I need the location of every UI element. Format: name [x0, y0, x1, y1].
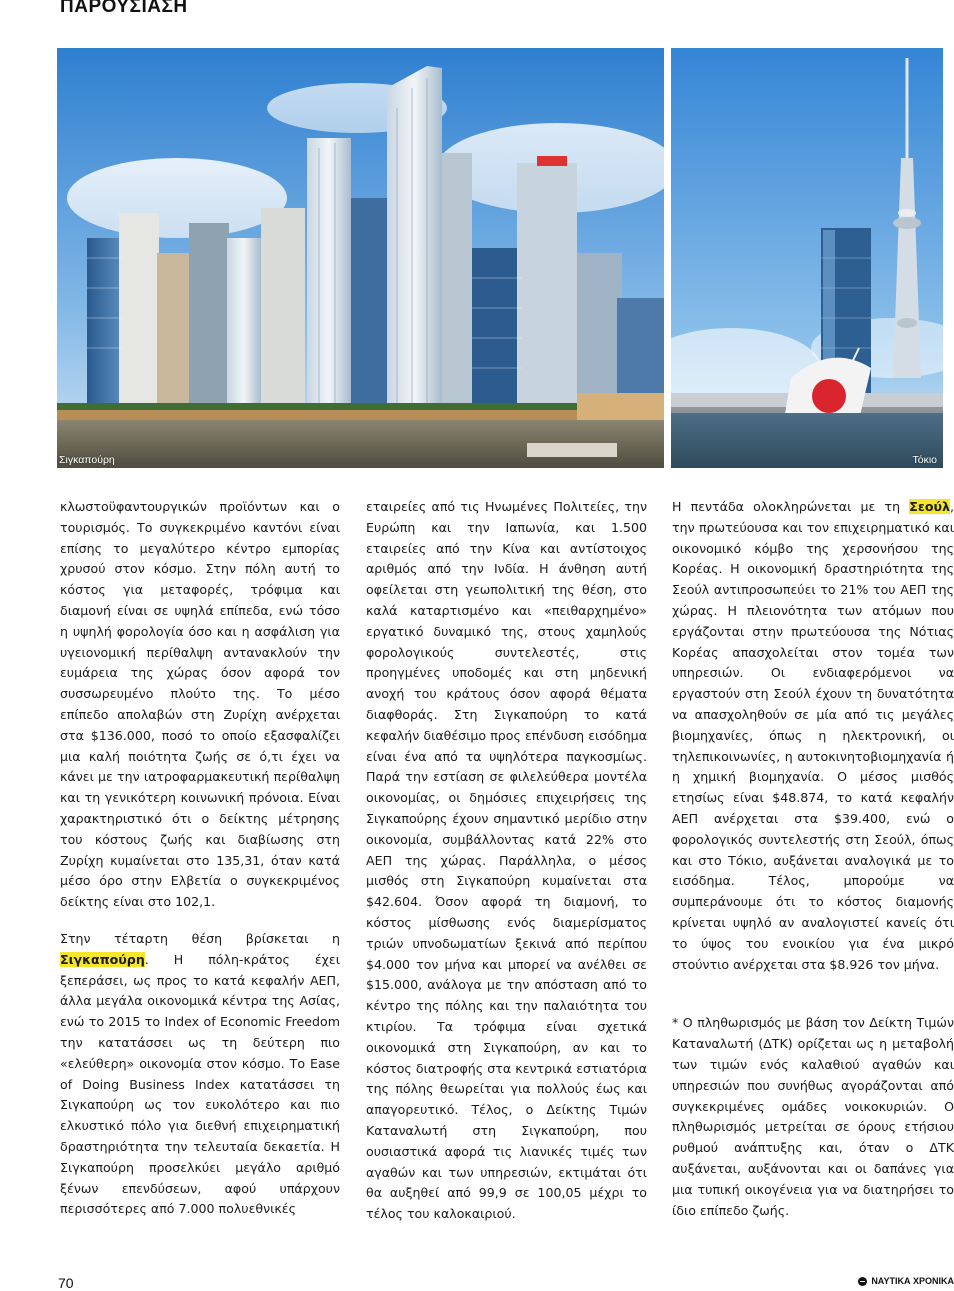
- col1-p2-lead: Στην τέταρτη θέση βρίσκεται η: [60, 930, 340, 946]
- col1-p2-rest: . Η πόλη-κράτος έχει ξεπεράσει, ως προς το κατά κεφαλήν ΑΕΠ, άλλα μεγάλα οικονομικά κέντρα της Ασίας, ενώ το 2015 το Index of Economic Freedom την κατατάσσει ως τη δεύτερη πιο «ελεύθερη» οικονομία στον κόσμο. Το Ease of Doing Business Index κατατάσσει τη Σιγκαπούρη ως τον ευκολότερο και πιο ελκυστικό πόλο για διεθνή επιχειρηματική δραστηριότητα την τελευταία δεκαετία. Η Σιγκαπούρη προσελκύει μεγάλο αριθμό ξένων επενδύσεων, αφού υπάρχουν περισσότερες από 7.000 πολυεθνικές: [60, 951, 340, 1217]
- col2-paragraph-1: εταιρείες από τις Ηνωμένες Πολιτείες, την Ευρώπη και την Ιαπωνία, και 1.500 εταιρείες από την Κίνα και αντίστοιχος αριθμός από την Ινδία. Η άνθηση αυτή οφείλεται στη γεωπολιτική της θέση, στο καλά καταρτισμένο και «πειθαρχημένο» εργατικό δυναμικό της, στους χαμηλούς φορολογικούς συντελεστές, στις προηγμένες υποδομές και στη μηδενική ανοχή του κράτους όσον αφορά θέματα διαφθοράς. Στη Σιγκαπούρη το κατά κεφαλήν διαθέσιμο προς επένδυση εισόδημα είναι ένα από τα υψηλότερα παγκοσμίως. Παρά την εστίαση σε φιλελεύθερα μοντέλα οικονομίας, οι δημόσιες επιχειρήσεις της Σιγκαπούρης έχουν σημαντικό μερίδιο στην οικονομία, συμβάλλοντας κατά 22% στο ΑΕΠ της χώρας. Παράλληλα, ο μέσος μισθός στη Σιγκαπούρη κυμαίνεται στα $42.604. Όσον αφορά τη διαμονή, το κόστος μίσθωσης ενός διαμερίσματος τριών υπνοδωματίων ξεκινά από περίπου $4.000 τον μήνα και μπορεί να ανέλθει σε $15.000, ανάλογα με την απόσταση από το κέντρο της πόλης και την παλαιότητα του κτιρίου. Τα τρόφιμα είναι σχετικά οικονομικά στη Σιγκαπούρη, αν και το κόστος διατροφής στα κεντρικά εστιατόρια της πόλης θεωρείται για πολλούς έως και απαγορευτικό. Τέλος, ο Δείκτης Τιμών Καταναλωτή στη Σιγκαπούρη, που ουσιαστικά αφορά τις λιανικές τιμές των αγαθών και των υπηρεσιών, εκτιμάται ότι θα αυξηθεί από 99,9 σε 100,05 μέχρι το τέλος του καλοκαιριού.: [366, 499, 647, 1222]
- text-column-3: [672, 497, 954, 1221]
- col1-paragraph-1: κλωστοϋφαντουργικών προϊόντων και ο τουρισμός. Το συγκεκριμένο καντόνι είναι επίσης το μεγαλύτερο κέντρο εμπορίας χρυσού στον κόσμο. Στην πόλη αυτή το κόστος για μεταφορές, τρόφιμα και διαμονή είναι σε υψηλά επίπεδα, ενώ τόσο η υψηλή φορολογία όσο και η ασφάλιση για υγειονομική περίθαλψη αντανακλούν την ευμάρεια της χώρας όσον αφορά τον συσσωρευμένο πλούτο της. Το μέσο επίπεδο απολαβών στη Ζυρίχη ανέρχεται στα $136.000, ποσό το οποίο εξασφαλίζει μια καλή ποιότητα ζωής σε ό,τι έχει να κάνει με την ιατροφαρμακευτική περίθαλψη και τη γενικότερη κοινωνική πρόνοια. Είναι χαρακτηριστικό ότι ο δείκτης μέτρησης του κόστους ζωής και διαβίωσης στη Ζυρίχη κυμαίνεται στο 135,31, όταν κατά μέσο όρο στην Ελβετία ο συγκεκριμένος δείκτης είναι στο 102,1.: [60, 499, 340, 910]
- text-column-2: [366, 497, 647, 1225]
- seoul-highlight: Σεούλ: [909, 499, 950, 514]
- footer-brand: [858, 1276, 954, 1286]
- page-number: 70: [58, 1275, 74, 1291]
- singapore-caption: Σιγκαπούρη: [59, 454, 115, 466]
- tokyo-photo: [671, 48, 943, 468]
- col3-footnote: * Ο πληθωρισμός με βάση τον Δείκτη Τιμών Καταναλωτή (ΔΤΚ) ορίζεται ως η μεταβολή των τιμών ενός καλαθιού αγαθών και υπηρεσιών που συνήθως αγοράζονται από συγκεκριμένες ομάδες νοικοκυριών. Ο πληθωρισμός μετρείται σε όρους ετήσιου ρυθμού ανάπτυξης και, όταν ο ΔΤΚ αυξάνεται, αυξάνονται και οι δαπάνες για μια τυπική οικογένεια για να διατηρήσει το ίδιο επίπεδο ζωής.: [672, 1015, 954, 1218]
- text-column-1: [60, 497, 340, 1220]
- col3-p1-lead: Η πεντάδα ολοκληρώνεται με τη: [672, 499, 910, 514]
- singapore-highlight: Σιγκαπούρη: [60, 951, 145, 967]
- singapore-photo: [57, 48, 664, 468]
- section-title: ΠΑΡΟΥΣΙΑΣΗ: [60, 0, 188, 17]
- brand-logo-icon: [858, 1277, 867, 1286]
- col3-p1-rest: , την πρωτεύουσα και τον επιχειρηματικό και οικονομικό κόμβο της χερσονήσου της Κορέας. Η οικονομική δραστηριότητα της Σεούλ αντιπροσωπεύει το 21% του ΑΕΠ της χώρας. Η πλειονότητα των ατόμων που εργάζονται στην πρωτεύουσα της Νότιας Κορέας απασχολείται στον τομέα των υπηρεσιών. Οι ενδιαφερόμενοι να εργαστούν στη Σεούλ έχουν τη δυνατότητα να απασχοληθούν σε μία από τις μεγάλες βιομηχανίες, όπως η ηλεκτρονική, οι τηλεπικοινωνίες, η αυτοκινητοβιομηχανία ή η χημική βιομηχανία. Ο μέσος μισθός ετησίως είναι $48.874, το κατά κεφαλήν ΑΕΠ ανέρχεται στα $39.400, ενώ ο φορολογικός συντελεστής στη Σεούλ, όπως και στο Τόκιο, αυξάνεται αναλογικά με το εισόδημα. Τέλος, μπορούμε να συμπεράνουμε ότι το κόστος διαμονής κρίνεται υψηλό αν αναλογιστεί κανείς ότι το ύψος του ενοικίου για ένα μικρό στούντιο ανέρχεται στα $8.926 τον μήνα.: [672, 499, 954, 972]
- col3-paragraph-1: [672, 497, 954, 975]
- brand-name: ΝΑΥΤΙΚΑ ΧΡΟΝΙΚΑ: [871, 1276, 954, 1286]
- col1-paragraph-2: [60, 929, 340, 1220]
- tokyo-caption: Τόκιο: [912, 454, 937, 466]
